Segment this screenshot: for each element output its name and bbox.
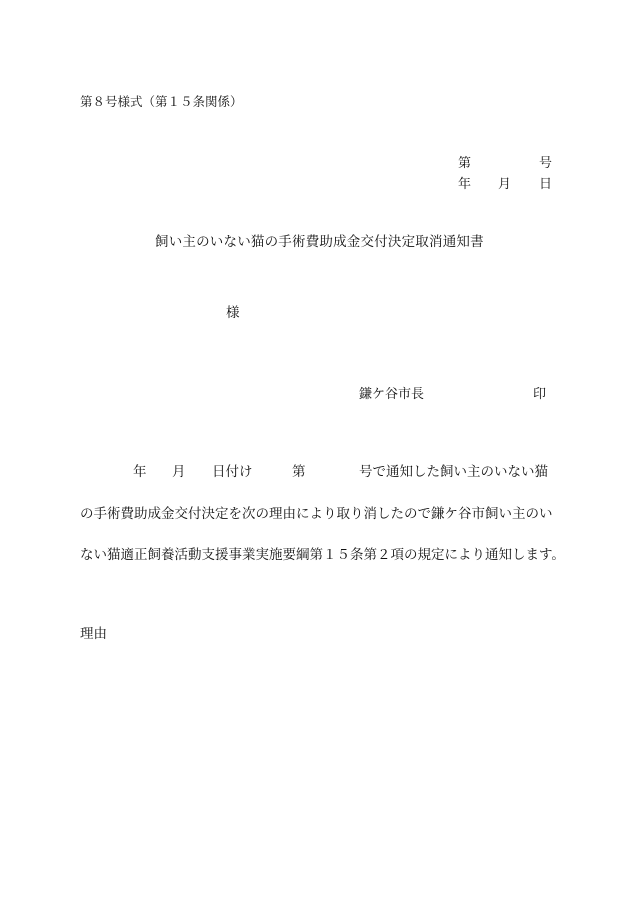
addressee-suffix: 様: [226, 305, 240, 321]
body-line-3-text: ない猫適正飼養活動支援事業実施要綱第１５条第２項の規定により通知します。: [80, 547, 565, 563]
body-line-1-text: 号で通知した飼い主のいない猫: [359, 464, 548, 480]
date-month: 月: [498, 177, 512, 192]
doc-number-suffix: 号: [539, 156, 553, 171]
date-day: 日: [539, 177, 553, 192]
reason-label: 理由: [80, 626, 107, 642]
ref-number-prefix: 第: [292, 464, 306, 480]
date-year: 年: [458, 177, 472, 192]
form-number: 第８号様式（第１５条関係）: [80, 94, 243, 109]
ref-year: 年: [133, 464, 147, 480]
ref-day: 日付け: [212, 464, 253, 480]
doc-number-prefix: 第: [458, 156, 472, 171]
seal-mark: 印: [533, 387, 547, 402]
ref-month: 月: [172, 464, 186, 480]
body-line-2-text: の手術費助成金交付決定を次の理由により取り消したので鎌ケ谷市飼い主のい: [80, 506, 553, 522]
issuer-name: 鎌ケ谷市長: [359, 387, 425, 402]
document-title: 飼い主のいない猫の手術費助成金交付決定取消通知書: [155, 234, 484, 250]
